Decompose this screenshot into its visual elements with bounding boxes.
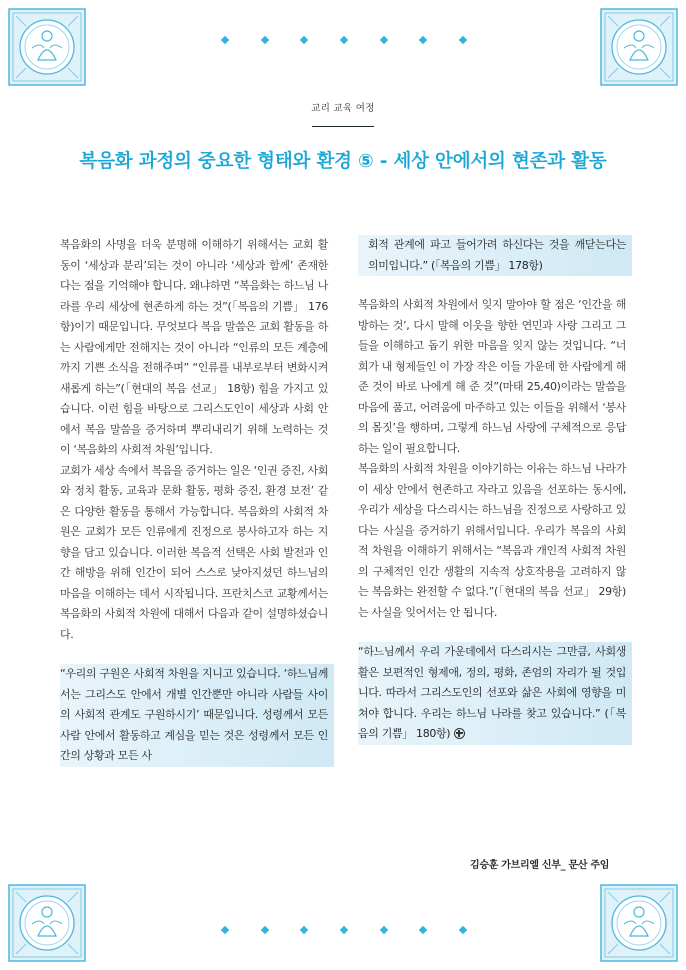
cross-circle-icon xyxy=(454,728,465,739)
page-title: 복음화 과정의 중요한 형태와 환경 ⑤ - 세상 안에서의 현존과 활동 xyxy=(79,151,607,172)
quote-text: “우리의 구원은 사회적 차원을 지니고 있습니다. ‘하느님께서는 그리스도 안에서 개별 인간뿐만 아니라 사람들 사이의 사회적 관계도 구원하시기’ 때문입니다. 성령께서 모든 사람 안에서 활동하고 계심을 믿는 것은 성령께서 모든 인간의 상황과 모든 사 xyxy=(60,667,328,762)
diamond-dot-icon xyxy=(340,926,348,934)
body-paragraph: 복음화의 사회적 차원에서 잊지 말아야 할 점은 ‘인간을 해방하는 것’, 다시 말해 이웃을 향한 연민과 사랑 그리고 그들을 이해하고 돕기 위한 마음을 잊지 않는 것입니다. “너희가 내 형제들인 이 가장 작은 이들 가운데 한 사람에게 해 준 것이 바로 나에게 해 준 것”(마태 25,40)이라는 말씀을 마음에 품고, 어려움에 마주하고 있는 이들을 위해서 ‘봉사의 몸짓’을 행하며, 그렇게 하느님 사랑에 구체적으로 응답하는 일이 필요합니다. xyxy=(358,298,626,455)
diamond-dot-icon xyxy=(379,36,387,44)
quote-text: “하느님께서 우리 가운데에서 다스리시는 그만큼, 사회생활은 보편적인 형제애, 정의, 평화, 존엄의 자리가 될 것입니다. 따라서 그리스도인의 선포와 삶은 사회에 영향을 미쳐야 합니다. 우리는 하느님 나라를 찾고 있습니다.” (「복음의 기쁨」 180항) xyxy=(358,645,626,740)
top-dot-row xyxy=(222,35,466,45)
body-paragraph: 복음화의 사회적 차원을 이야기하는 이유는 하느님 나라가 이 세상 안에서 현존하고 자라고 있음을 선포하는 동시에, 우리가 세상을 다스리시는 하느님을 진정으로 사랑하고 있다는 사실을 증거하기 위해서입니다. 우리가 복음의 사회적 차원을 이해하기 위해서는 “복음과 개인적 사회적 차원의 구체적인 인간 생활의 지속적 상호작용을 고려하지 않는 복음화는 완전할 수 없다.”(「현대의 복음 선교」 29항)는 사실을 잊어서는 안 됩니다. xyxy=(358,462,626,619)
diamond-dot-icon xyxy=(300,36,308,44)
body-paragraph: 복음화의 사명을 더욱 분명해 이해하기 위해서는 교회 활동이 ‘세상과 분리’되는 것이 아니라 ‘세상과 함께’ 존재한다는 점을 기억해야 합니다. 왜냐하면 “복음화는 하느님 나라를 우리 세상에 현존하게 하는 것”(「복음의 기쁨」 176항)이기 때문입니다. 무엇보다 복음 말씀은 교회 활동을 하는 사람에게만 전해지는 것이 아니라 “인류의 모든 계층에까지 기쁜 소식을 전해주며” “인류를 내부로부터 변화시켜 새롭게 하는”(「현대의 복음 선교」 18항) 힘을 가지고 있습니다. 이런 힘을 바탕으로 그리스도인이 세상과 사회 안에서 복음 말씀을 증거하며 뿌리내리기 위해 노력하는 것이 ‘복음화의 사회적 차원’입니다. xyxy=(60,238,328,456)
diamond-dot-icon xyxy=(260,36,268,44)
diamond-dot-icon xyxy=(379,926,387,934)
ornament-corner-icon xyxy=(8,884,86,962)
diamond-dot-icon xyxy=(300,926,308,934)
diamond-dot-icon xyxy=(340,36,348,44)
pull-quote-continued xyxy=(358,235,626,276)
ornament-corner-icon xyxy=(600,8,678,86)
quote-text: 회적 관계에 파고 들어가려 하신다는 것을 깨닫는다는 의미입니다.” (「복음의 기쁨」 178항) xyxy=(368,238,626,272)
right-column xyxy=(358,235,626,745)
diamond-dot-icon xyxy=(221,36,229,44)
section-divider xyxy=(312,126,374,127)
left-column xyxy=(60,235,328,767)
diamond-dot-icon xyxy=(260,926,268,934)
diamond-dot-icon xyxy=(419,36,427,44)
body-paragraph: 교회가 세상 속에서 복음을 증거하는 일은 ‘인권 증진, 사회와 정치 활동, 교육과 문화 활동, 평화 증진, 환경 보전’ 같은 다양한 활동을 통해서 가능합니다. 복음화의 사회적 차원은 교회가 모든 인류에게 진정으로 봉사하고자 하는 지향을 담고 있습니다. 이러한 복음적 선택은 사회 발전과 인간 해방을 위해 인간이 되어 스스로 낮아지셨던 하느님의 마음을 이해하는 데서 시작됩니다. 프란치스코 교황께서는 복음화의 사회적 차원에 대해서 다음과 같이 설명하셨습니다. xyxy=(60,463,328,641)
pull-quote xyxy=(60,664,328,767)
author-credit: 김승훈 가브리엘 신부_ 문산 주임 xyxy=(470,860,610,871)
ornament-corner-icon xyxy=(8,8,86,86)
diamond-dot-icon xyxy=(459,926,467,934)
diamond-dot-icon xyxy=(459,36,467,44)
ornament-corner-icon xyxy=(600,884,678,962)
pull-quote xyxy=(358,642,626,745)
diamond-dot-icon xyxy=(419,926,427,934)
bottom-dot-row xyxy=(222,925,466,935)
section-label: 교리 교육 여정 xyxy=(311,103,375,114)
diamond-dot-icon xyxy=(221,926,229,934)
